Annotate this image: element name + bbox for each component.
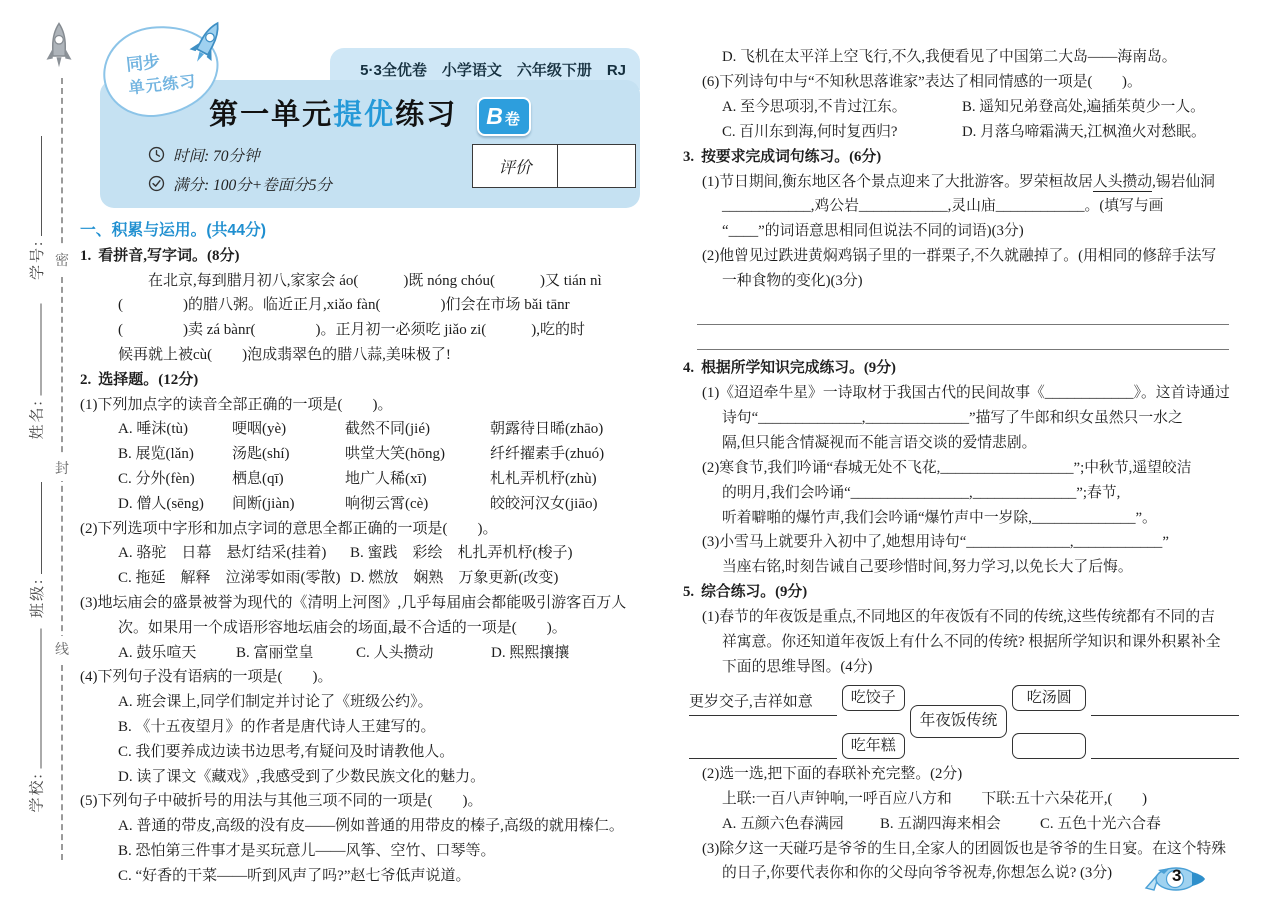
- paper-badge-letter: B: [486, 102, 505, 129]
- mindmap-center-node: 年夜饭传统: [910, 705, 1008, 738]
- option-cell: C. 五色十光六合春: [1040, 815, 1161, 832]
- q2-title: 选择题。(12分): [98, 371, 199, 388]
- option-cell: A. 至今思项羽,不肯过江东。: [722, 98, 907, 115]
- clock-icon: [148, 146, 165, 163]
- q2-2-row-ab: [80, 541, 643, 566]
- q2-2-stem: (2)下列选项中字形和加点字词的意思全都正确的一项是( )。: [80, 520, 498, 537]
- q2-3-stem1: (3)地坛庙会的盛景被誉为现代的《清明上河图》,几乎每届庙会都能吸引游客百万人: [80, 594, 627, 611]
- title-pre: 第一单元: [209, 99, 334, 131]
- option-cell: C. 分外(fèn): [118, 470, 195, 487]
- paper-badge: [477, 97, 531, 136]
- option-cell: B. 蜜践 彩绘 札扎弄机杼(梭子): [350, 545, 573, 562]
- option-cell: 截然不同(jié): [345, 421, 430, 438]
- mindmap-empty-node: [1012, 733, 1086, 759]
- section1-heading: 一、积累与运用。(共44分): [80, 222, 267, 239]
- q2-1-stem: (1)下列加点字的读音全部正确的一项是( )。: [80, 396, 393, 413]
- mindmap-left-label: 更岁交子,吉祥如意: [689, 693, 813, 710]
- q5-title: 综合练习。(9分): [701, 584, 808, 601]
- q2-6-row-ab: [683, 95, 1239, 120]
- seal-char-xian: 线: [53, 636, 71, 662]
- q2-4-option: A. 班会课上,同学们制定并讨论了《班级公约》。: [118, 694, 433, 711]
- field-name-label: 姓名:: [29, 399, 46, 440]
- title-highlight: 提优: [333, 99, 396, 131]
- field-name: [26, 255, 46, 440]
- badge-line2: 单元练习: [127, 73, 198, 98]
- new-year-dinner-mindmap: [689, 685, 1239, 759]
- q2-3-stem2: 次。如果用一个成语形容地坛庙会的场面,最不合适的一项是( )。: [118, 619, 567, 636]
- q2-title-line: [80, 368, 643, 393]
- q5-1-line: (1)春节的年夜饭是重点,不同地区的年夜饭有不同的传统,这些传统都有不同的吉: [702, 609, 1215, 626]
- q5-1-line: 下面的思维导图。(4分): [722, 658, 873, 675]
- evaluation-label: 评价: [473, 145, 558, 187]
- answer-rule: [697, 329, 1229, 350]
- q5-2-options: [683, 812, 1239, 837]
- mindmap-node-jiaozi: 吃饺子: [842, 685, 905, 711]
- option-cell: B. 展览(lǎn): [118, 446, 194, 463]
- q5-2-couplet: 上联:一百八声钟响,一呼百应八方和 下联:五十六朵花开,( ): [722, 790, 1147, 807]
- option-cell: D. 月落乌啼霜满天,江枫渔火对愁眠。: [962, 123, 1206, 140]
- page-number: 3: [1172, 866, 1182, 885]
- mindmap-left-answer-line: [689, 728, 837, 759]
- option-cell: B. 五湖四海来相会: [880, 815, 1001, 832]
- q2-1-row-c: [80, 467, 643, 492]
- option-cell: B. 富丽堂皇: [236, 644, 314, 661]
- q4-2-line: 的明月,我们会吟诵“________________,______________”;春节,: [722, 484, 1121, 501]
- q2-1-row-d: [80, 492, 643, 517]
- field-class-blank: [27, 482, 42, 574]
- field-class-label: 班级:: [30, 577, 46, 618]
- mindmap-right-answer-line: [1091, 685, 1239, 716]
- q2-4-option: D. 读了课文《藏戏》,我感受到了少数民族文化的魅力。: [118, 768, 486, 785]
- series-text: 5·3全优卷 小学语文 六年级下册 RJ: [360, 61, 626, 79]
- right-column: [683, 45, 1239, 907]
- q1-title-line: [80, 244, 643, 269]
- option-cell: A. 鼓乐喧天: [118, 644, 197, 661]
- q2-2-row-cd: [80, 566, 643, 591]
- q3-1-underlined-term: 人头攒动: [1092, 173, 1153, 190]
- q3-1-line2: ____________,鸡公岩____________,灵山庙____________。(填写与画: [722, 198, 1164, 215]
- q4-2-line: (2)寒食节,我们吟诵“春城无处不飞花,__________________”;中秋节,遥望皎洁: [702, 459, 1192, 476]
- option-cell: C. 人头攒动: [356, 644, 434, 661]
- q2-1-row-a: [80, 417, 643, 442]
- q3-1-line1: [683, 170, 1239, 195]
- q4-1-line: (1)《迢迢牵牛星》一诗取材于我国古代的民间故事《____________》。这首诗通过: [702, 384, 1230, 401]
- q2-5-option: C. “好香的干菜——听到风声了吗?”赵七爷低声说道。: [118, 867, 471, 884]
- option-cell: 地广人稀(xī): [345, 470, 427, 487]
- option-cell: 响彻云霄(cè): [345, 495, 429, 512]
- option-cell: A. 唾沫(tù): [118, 421, 188, 438]
- q4-title: 根据所学知识完成练习。(9分): [701, 360, 896, 377]
- option-cell: C. 拖延 解释 泣涕零如雨(零散): [118, 570, 341, 587]
- badge-line1: 同步: [125, 52, 161, 75]
- option-cell: D. 燃放 娴熟 万象更新(改变): [350, 570, 559, 587]
- option-cell: A. 骆驼 日幕 悬灯结采(挂着): [118, 545, 327, 562]
- q2-5-stem: (5)下列句子中破折号的用法与其他三项不同的一项是( )。: [80, 793, 483, 810]
- option-cell: 汤匙(shí): [232, 446, 290, 463]
- q5-number: 5.: [683, 584, 695, 601]
- mindmap-left-lines: [689, 685, 837, 759]
- q4-title-line: [683, 356, 1239, 381]
- option-cell: A. 五颜六色春满园: [722, 815, 844, 832]
- q5-1-line: 祥寓意。你还知道年夜饭上有什么不同的传统? 根据所学知识和课外积累补全: [722, 634, 1221, 651]
- time-text: 时间: 70分钟: [173, 147, 260, 165]
- paper-badge-word: 卷: [504, 110, 522, 128]
- option-cell: D. 僧人(sēng): [118, 495, 204, 512]
- q5-2-stem: (2)选一选,把下面的春联补充完整。(2分): [702, 765, 963, 782]
- q2-1-row-b: [80, 442, 643, 467]
- option-cell: 间断(jiàn): [232, 495, 295, 512]
- q3-title-line: [683, 145, 1239, 170]
- q4-3-line: 当座右铭,时刻告诫自己要珍惜时间,努力学习,以免长大了后悔。: [722, 559, 1133, 576]
- q2-5-option-d: D. 飞机在太平洋上空飞行,不久,我便看见了中国第二大岛——海南岛。: [722, 49, 1177, 65]
- q3-number: 3.: [683, 148, 695, 165]
- option-cell: 皎皎河汉女(jiāo): [490, 495, 598, 512]
- q3-1-pre: (1)节日期间,衡东地区各个景点迎来了大批游客。罗荣桓故居: [702, 173, 1093, 190]
- mindmap-node-niangao: 吃年糕: [842, 733, 905, 759]
- q3-1-line3: “____”的词语意思相同但说法不同的词语)(3分): [722, 223, 1024, 240]
- q2-4-option: B. 《十五夜望月》的作者是唐代诗人王建写的。: [118, 718, 436, 735]
- q2-5-option: B. 恐怕第三件事才是买玩意儿——风筝、空竹、口琴等。: [118, 842, 496, 859]
- q3-title: 按要求完成词句练习。(6分): [701, 148, 882, 165]
- field-school-blank: [26, 628, 41, 768]
- q4-number: 4.: [683, 360, 695, 377]
- time-row: [148, 140, 332, 169]
- option-cell: C. 百川东到海,何时复西归?: [722, 123, 898, 140]
- option-cell: 哄堂大笑(hōng): [345, 446, 445, 463]
- mindmap-left-answer-line: [689, 685, 837, 716]
- q3-2-line2: 一种食物的变化)(3分): [722, 273, 863, 290]
- seal-char-feng: 封: [53, 455, 71, 481]
- mindmap-left-nodes: [837, 685, 910, 759]
- q4-2-line: 听着噼啪的爆竹声,我们会吟诵“爆竹声中一岁除,______________”。: [722, 509, 1157, 526]
- field-student-id-label: 学号:: [30, 239, 46, 280]
- q2-4-stem: (4)下列句子没有语病的一项是( )。: [80, 669, 333, 686]
- q2-6-stem: (6)下列诗句中与“不知秋思落谁家”表达了相同情感的一项是( )。: [702, 73, 1142, 90]
- seal-char-mi: 密: [53, 247, 71, 273]
- field-school: [26, 598, 46, 813]
- score-row: [148, 169, 332, 198]
- title-post: 练习: [395, 99, 458, 131]
- field-class: [26, 448, 46, 618]
- q2-3-options: [80, 641, 643, 666]
- q5-title-line: [683, 580, 1239, 605]
- option-cell: 札札弄机杼(zhù): [490, 470, 597, 487]
- q1-line: 在北京,每到腊月初八,家家会 áo( )既 nóng chóu( )又 tián nì: [148, 272, 602, 289]
- check-circle-icon: [148, 175, 165, 192]
- option-cell: D. 熙熙攘攘: [491, 644, 570, 661]
- field-name-blank: [26, 303, 41, 395]
- field-school-label: 学校:: [29, 772, 46, 813]
- q2-number: 2.: [80, 371, 92, 388]
- q5-3-line: (3)除夕这一天碰巧是爷爷的生日,全家人的团圆饭也是爷爷的生日宴。在这个特殊: [702, 840, 1227, 857]
- q1-line: ( )卖 zá bànr( )。正月初一必须吃 jiǎo zi( ),吃的时: [118, 322, 586, 339]
- margin-rocket-icon: [44, 20, 74, 72]
- option-cell: B. 遥知兄弟登高处,遍插茱萸少一人。: [962, 98, 1205, 115]
- mindmap-right-nodes: [1007, 685, 1091, 759]
- q1-line: ( )的腊八粥。临近正月,xiǎo fàn( )们会在市场 bǎi tānr: [118, 297, 570, 314]
- q3-2-line1: (2)他曾见过跌进黄焖鸡锅子里的一群栗子,不久就融掉了。(用相同的修辞手法写: [702, 248, 1217, 265]
- left-column: [80, 219, 643, 889]
- score-text: 满分: 100分+卷面分5分: [173, 176, 332, 194]
- answer-rule: [697, 304, 1229, 325]
- q3-1-post: ,锡岩仙洞: [1152, 173, 1215, 190]
- option-cell: 朝露待日晞(zhāo): [490, 421, 604, 438]
- q4-1-line: 诗句“______________,______________”描写了牛郎和织女虽然只一水之: [722, 409, 1183, 426]
- q1-line: 候再就上被cù( )泡成翡翠色的腊八蒜,美味极了!: [118, 346, 451, 363]
- mindmap-node-tangyuan: 吃汤圆: [1012, 685, 1086, 711]
- option-cell: 栖息(qī): [232, 470, 284, 487]
- option-cell: 哽咽(yè): [232, 421, 287, 438]
- evaluation-box: [472, 144, 636, 188]
- q1-number: 1.: [80, 247, 92, 264]
- q4-3-line: (3)小雪马上就要升入初中了,她想用诗句“______________,____________”: [702, 534, 1169, 551]
- field-student-id-blank: [27, 136, 42, 236]
- q2-4-option: C. 我们要养成边读书边思考,有疑问及时请教他人。: [118, 743, 455, 760]
- q5-3-line: 的日子,你要代表你和你的父母向爷爷祝寿,你想怎么说? (3分): [722, 865, 1113, 882]
- q1-title: 看拼音,写字词。(8分): [98, 247, 240, 264]
- q2-5-option: A. 普通的带皮,高级的没有皮——例如普通的用带皮的榛子,高级的就用榛仁。: [118, 818, 624, 835]
- q2-6-row-cd: [683, 120, 1239, 145]
- exam-info: [148, 140, 332, 198]
- option-cell: 纤纤擢素手(zhuó): [490, 446, 605, 463]
- mindmap-right-answer-line: [1091, 728, 1239, 759]
- evaluation-empty-cell: [558, 145, 635, 187]
- mindmap-right-lines: [1091, 685, 1239, 759]
- q4-1-line: 隔,但只能含情凝视而不能言语交谈的爱情悲剧。: [722, 434, 1037, 451]
